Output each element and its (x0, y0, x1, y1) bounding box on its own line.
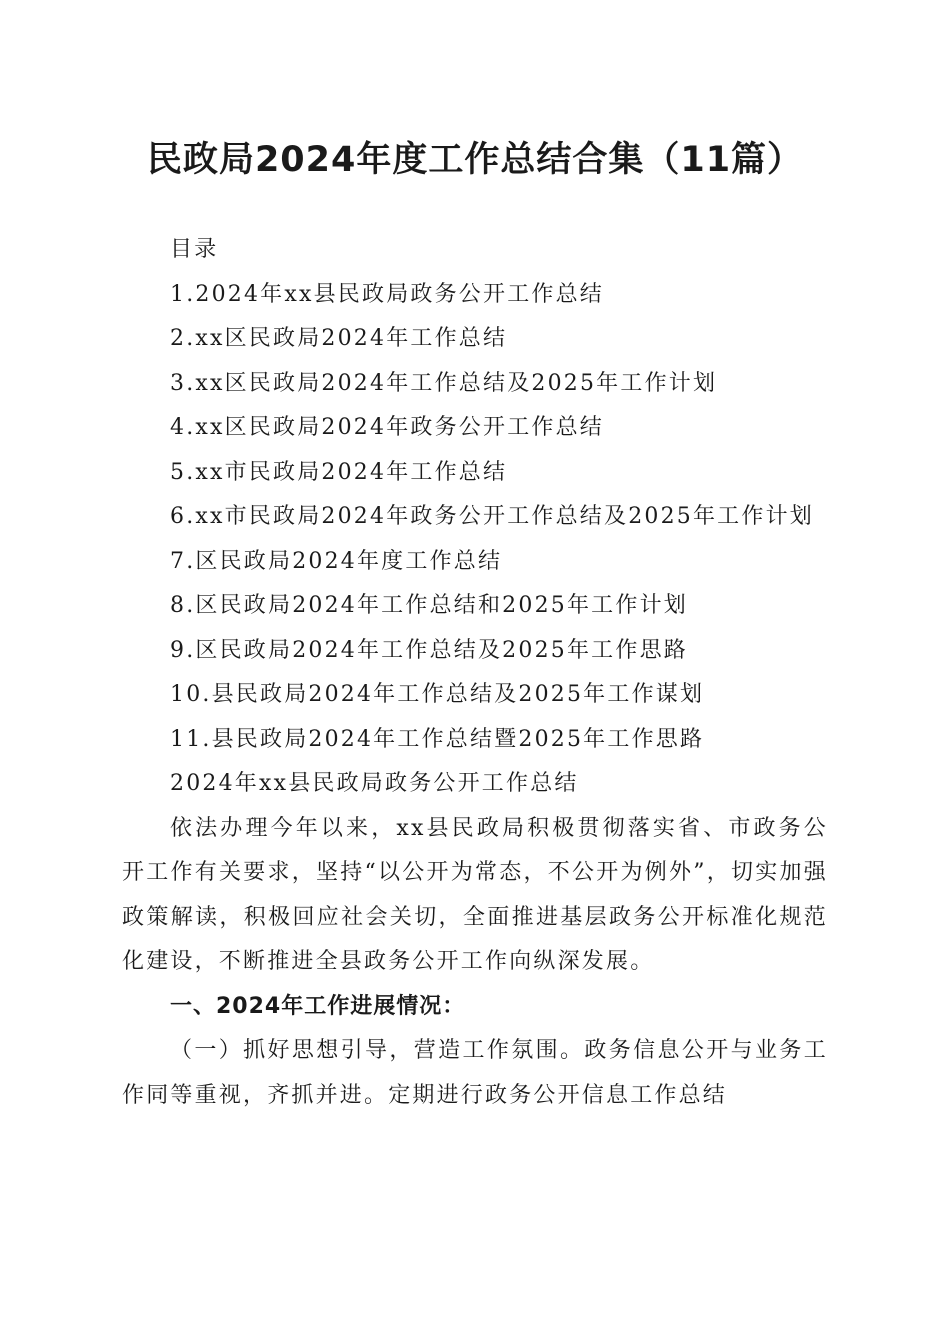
table-of-contents (122, 273, 828, 763)
toc-label: 目录 (170, 237, 219, 262)
toc-item: 5.xx市民政局2024年工作总结 (170, 459, 508, 485)
section-heading: 一、2024年工作进展情况： (170, 993, 466, 1019)
toc-item: 11.县民政局2024年工作总结暨2025年工作思路 (170, 726, 705, 752)
toc-item: 4.xx区民政局2024年政务公开工作总结 (170, 415, 604, 440)
toc-item: 10.县民政局2024年工作总结及2025年工作谋划 (170, 682, 705, 707)
body-paragraph: （一）抓好思想引导，营造工作氛围。政务信息公开与业务工作同等重视，齐抓并进。定期进行政务公开信息工作总结 (122, 1038, 828, 1108)
toc-item: 7.区民政局2024年度工作总结 (170, 548, 503, 574)
toc-item: 9.区民政局2024年工作总结及2025年工作思路 (170, 637, 688, 663)
toc-item: 1.2024年xx县民政局政务公开工作总结 (170, 281, 604, 307)
toc-item: 3.xx区民政局2024年工作总结及2025年工作计划 (170, 370, 718, 396)
document-title: 民政局2024年度工作总结合集（11篇） (146, 140, 804, 180)
toc-item: 6.xx市民政局2024年政务公开工作总结及2025年工作计划 (170, 504, 814, 529)
intro-paragraph: 依法办理今年以来，xx县民政局积极贯彻落实省、市政务公开工作有关要求，坚持“以公开为常态，不公开为例外”，切实加强政策解读，积极回应社会关切，全面推进基层政务公开标准化规范化建设，不断推进全县政务公开工作向纵深发展。 (122, 815, 828, 974)
document-body (122, 228, 828, 1118)
section-title: 2024年xx县民政局政务公开工作总结 (170, 771, 579, 796)
toc-item: 8.区民政局2024年工作总结和2025年工作计划 (170, 593, 688, 618)
toc-item: 2.xx区民政局2024年工作总结 (170, 326, 508, 351)
